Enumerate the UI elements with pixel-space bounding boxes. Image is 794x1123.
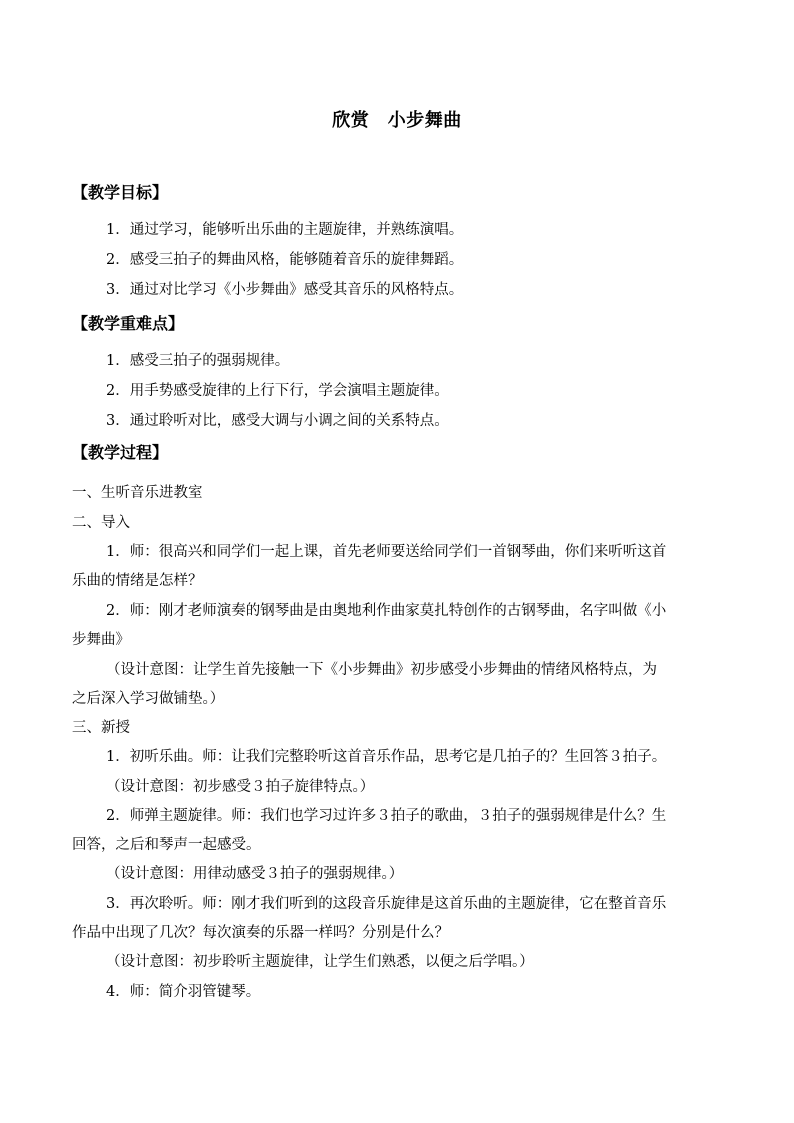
page-title: 欣赏 小步舞曲 <box>332 110 462 131</box>
process-line: 3．再次聆听。师：刚才我们听到的这段音乐旋律是这首乐曲的主题旋律，它在整首音乐 <box>106 896 667 912</box>
process-line: 乐曲的情绪是怎样？ <box>72 573 203 589</box>
process-line: （设计意图：让学生首先接触一下《小步舞曲》初步感受小步舞曲的情绪风格特点，为 <box>106 662 657 678</box>
process-line: 二、导入 <box>72 515 130 531</box>
keypoints-item: 3．通过聆听对比，感受大调与小调之间的关系特点。 <box>106 413 449 429</box>
process-line: 之后深入学习做铺垫。） <box>72 691 225 707</box>
goals-heading: 【教学目标】 <box>72 183 169 202</box>
process-line: 1．初听乐曲。师：让我们完整聆听这首音乐作品，思考它是几拍子的？生回答３拍子。 <box>106 749 667 765</box>
process-heading: 【教学过程】 <box>72 443 169 462</box>
process-line: 作品中出现了几次？每次演奏的乐器一样吗？分别是什么？ <box>72 925 449 941</box>
goals-item: 2．感受三拍子的舞曲风格，能够随着音乐的旋律舞蹈。 <box>106 252 464 268</box>
process-line: 1．师：很高兴和同学们一起上课，首先老师要送给同学们一首钢琴曲，你们来听听这首 <box>106 544 667 560</box>
process-line: 步舞曲》 <box>72 632 130 648</box>
process-line: 4．师：简介羽管键琴。 <box>106 984 261 1000</box>
goals-item: 1．通过学习，能够听出乐曲的主题旋律，并熟练演唱。 <box>106 222 464 238</box>
process-line: （设计意图：初步感受３拍子旋律特点。） <box>106 779 375 795</box>
goals-item: 3．通过对比学习《小步舞曲》感受其音乐的风格特点。 <box>106 282 464 298</box>
process-line: （设计意图：初步聆听主题旋律，让学生们熟悉，以便之后学唱。） <box>106 954 534 970</box>
keypoints-heading: 【教学重难点】 <box>72 314 185 333</box>
process-line: 2．师：刚才老师演奏的钢琴曲是由奥地利作曲家莫扎特创作的古钢琴曲，名字叫做《小 <box>106 603 667 619</box>
keypoints-item: 1．感受三拍子的强弱规律。 <box>106 353 290 369</box>
process-line: 回答，之后和琴声一起感受。 <box>72 837 261 853</box>
process-line: 2．师弹主题旋律。师：我们也学习过许多３拍子的歌曲，３拍子的强弱规律是什么？生 <box>106 808 667 824</box>
process-line: 三、新授 <box>72 720 130 736</box>
process-line: 一、生听音乐进教室 <box>72 485 203 501</box>
process-line: （设计意图：用律动感受３拍子的强弱规律。） <box>106 866 404 882</box>
keypoints-item: 2．用手势感受旋律的上行下行，学会演唱主题旋律。 <box>106 383 449 399</box>
